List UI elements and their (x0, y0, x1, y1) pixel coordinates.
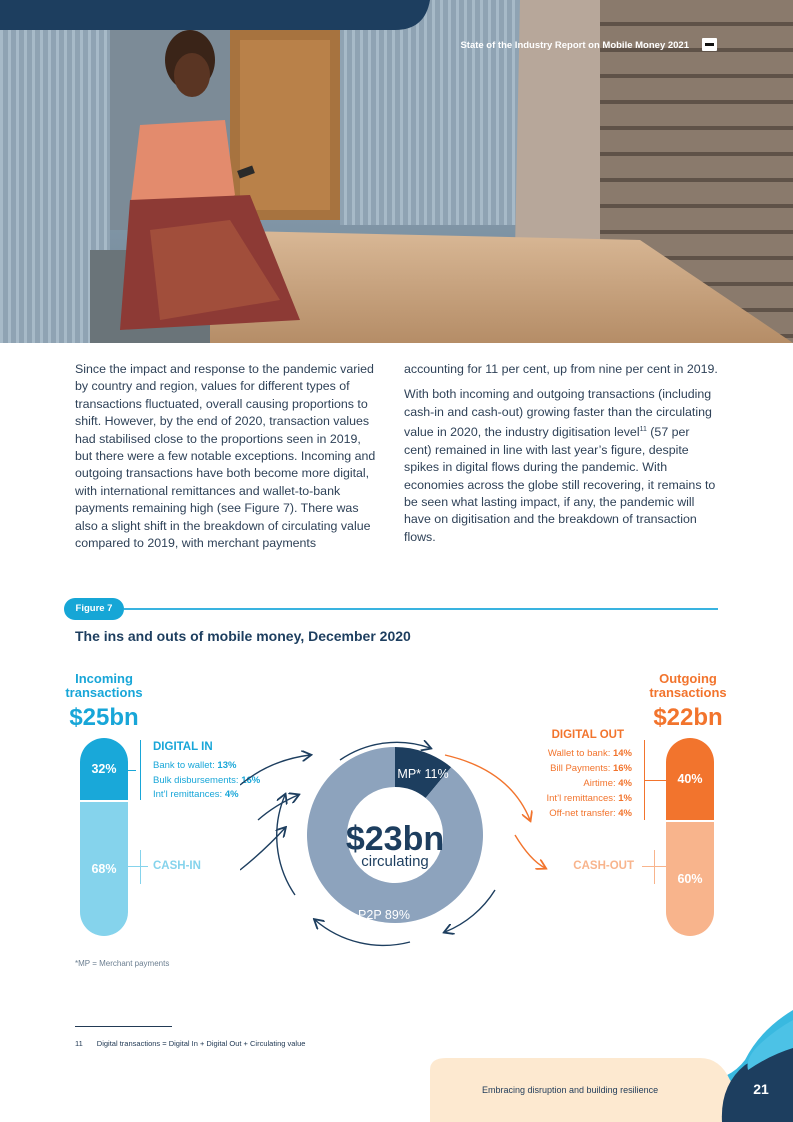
digital-out-tick (644, 780, 666, 781)
footnote-text: Digital transactions = Digital In + Digital Out + Circulating value (96, 1039, 306, 1048)
cash-out-flow-arrow (515, 835, 545, 868)
outgoing-heading-line: transactions (649, 685, 727, 700)
body-column-right (404, 361, 720, 554)
digital-in-segment: 32% (80, 738, 128, 800)
donut-center-label: circulating (361, 853, 429, 870)
digital-out-item: Bill Payments: 16% (550, 763, 632, 774)
body-paragraph (404, 386, 720, 546)
p2p-slice-label: P2P 89% (358, 908, 410, 922)
circulating-donut-chart (240, 720, 550, 950)
cash-in-bracket (140, 850, 141, 884)
cash-out-segment: 60% (666, 822, 714, 936)
footnote-ref[interactable]: 11 (639, 426, 647, 434)
cash-in-segment: 68% (80, 802, 128, 936)
incoming-bar (80, 738, 128, 936)
mp-footnote: *MP = Merchant payments (75, 959, 170, 968)
cash-out-bracket (654, 850, 655, 884)
outgoing-bar (666, 738, 714, 936)
digital-in-tick (128, 770, 136, 771)
digital-in-label: DIGITAL IN (153, 741, 213, 753)
outgoing-total: $22bn (653, 704, 723, 731)
incoming-heading (58, 672, 150, 700)
donut-center-total: $23bn (345, 820, 445, 858)
body-paragraph: accounting for 11 per cent, up from nine per cent in 2019. (404, 362, 718, 376)
digital-in-item: Bank to wallet: 13% (153, 760, 237, 771)
digital-out-item: Airtime: 4% (583, 778, 632, 789)
digital-out-item: Wallet to bank: 14% (547, 748, 632, 759)
page-number: 21 (753, 1081, 769, 1097)
digital-out-segment: 40% (666, 738, 714, 820)
report-title: State of the Industry Report on Mobile Money 2021 (460, 40, 689, 51)
outgoing-heading (640, 672, 736, 700)
figure-tag: Figure 7 (64, 598, 124, 620)
hero-photo (0, 0, 793, 343)
incoming-total: $25bn (69, 704, 139, 731)
circulation-arrow (277, 795, 295, 895)
digital-out-item: Off-net transfer: 4% (549, 808, 632, 819)
digital-out-item: Int’l remittances: 1% (546, 793, 632, 804)
digital-in-item: Bulk disbursements: 16% (153, 774, 261, 786)
circulation-arrow (315, 920, 410, 945)
footnote-number: 11 (75, 1039, 83, 1048)
figure-title: The ins and outs of mobile money, December 2020 (75, 628, 411, 644)
digital-out-label: DIGITAL OUT (551, 729, 624, 741)
digital-in-bracket (140, 740, 147, 800)
outgoing-heading-line: Outgoing (659, 671, 717, 686)
body-paragraph: Since the impact and response to the pandemic varied by country and region, values for different types of transactions fluctuated, overall causing proportions to shift. However, by the end of 2020, transaction values had stabilised close to the proportions seen in 2019, but there were a few notable exceptions. Incoming and outgoing transactions have both become more digital, with international remittances and wallet-to-bank payments remaining high (see Figure 7). There was also a slight shift in the breakdown of circulating value compared to 2019, with merchant payments (75, 362, 376, 551)
cash-out-label: CASH-OUT (573, 860, 634, 872)
footer-decoration (0, 1000, 793, 1122)
incoming-heading-line: transactions (65, 685, 143, 700)
footer-section-title: Embracing disruption and building resilience (482, 1085, 659, 1095)
body-text: With both incoming and outgoing transactions (including cash-in and cash-out) growing faster than the circulating value in 2020, the industry digitisation level (404, 387, 712, 440)
mp-slice-label: MP* 11% (397, 767, 449, 781)
cash-in-label: CASH-IN (153, 860, 201, 872)
cash-in-tick (128, 866, 148, 867)
report-logo-icon (702, 38, 717, 51)
incoming-heading-line: Incoming (75, 671, 133, 686)
figure-rule (124, 608, 718, 610)
body-column-left (75, 361, 380, 560)
body-text: (57 per cent) remained in line with last year’s figure, despite spikes in digital flows during the pandemic. With economies across the globe still recovering, it remains to be seen what lasting impact, if any, the pandemic will have on digitisation and the breakdown of transaction flows. (404, 425, 716, 544)
digital-in-flow-arrow (240, 755, 310, 785)
digital-in-item: Int’l remittances: 4% (153, 789, 239, 800)
